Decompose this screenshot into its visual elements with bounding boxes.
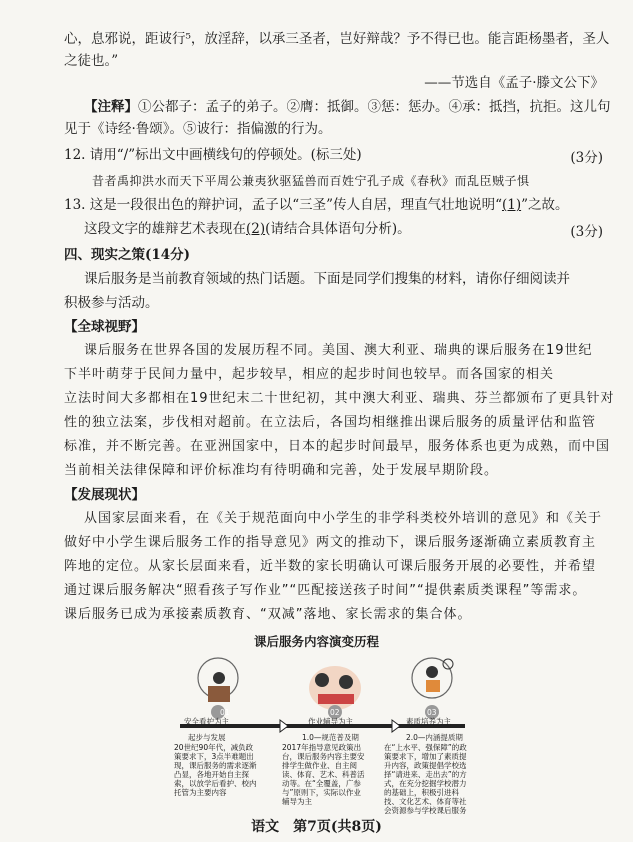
question-13-line-2 [84, 220, 524, 238]
stage-phase-1: 起步与发展 [188, 733, 226, 742]
sports-illustration [412, 658, 453, 698]
status-line: 做好中小学生课后服务工作的指导意见》两文的推动下，课后服务逐渐确立素质教育主 [64, 535, 597, 550]
question-12: 12. 请用“/”标出文中画横线句的停顿处。(标三处) [64, 147, 362, 163]
question-13-line-1 [64, 196, 569, 214]
answer-blank-2[interactable]: (2) [246, 221, 266, 237]
global-view-line: 下半叶萌芽于民间力量中，起步较早，相应的起步时间也较早。而各国家的相关 [64, 367, 555, 382]
stage-description-1: 20世纪90年代，减负政策要求下，3点半难题出现，课后服务的需求逐渐凸显，各地开始自主探索，以放学后看护、校内托管为主要内容 [174, 743, 257, 797]
figure-title: 课后服务内容演变历程 [253, 634, 379, 649]
passage-line: 心，息邪说，距诐行⁵，放淫辞，以承三圣者，岂好辩哉？予不得已也。能言距杨墨者，圣人 [64, 31, 610, 47]
teacher-illustration [198, 658, 238, 702]
timeline-figure [170, 648, 470, 815]
status-title: 【发展现状】 [64, 487, 145, 503]
question-12-sentence: 昔者禹抑洪水而天下平周公兼夷狄驱猛兽而百姓宁孔子成《春秋》而乱臣贼子惧 [92, 174, 530, 188]
stage-number-1: 01 [220, 708, 230, 717]
section-intro-1: 课后服务是当前教育领域的热门话题。下面是同学们搜集的材料，请你仔细阅读并 [84, 271, 570, 287]
status-line: 通过课后服务解决“照看孩子写作业”“匹配接送孩子时间”“提供素质类课程”等需求。 [64, 583, 587, 598]
stage-phase-2: 1.0—规范普及期 [302, 733, 359, 742]
global-view-line: 标准，并不断完善。在亚洲国家中，日本的起步时间最早，服务体系也更为成熟，而中国 [64, 439, 611, 454]
question-13-text-3: (请结合具体语句分析)。 [265, 221, 411, 237]
global-view-line: 性的独立法案，步伐相对超前。在立法后，各国均相继推出课后服务的质量评估和监管 [64, 415, 597, 430]
stage-number-3: 03 [427, 708, 437, 717]
section-title: 四、现实之策(14分) [64, 247, 191, 263]
global-view-line: 课后服务在世界各国的发展历程不同。美国、澳大利亚、瑞典的课后服务在19世纪 [84, 343, 593, 358]
question-13-text-2: 这段文字的雄辩艺术表现在 [84, 221, 246, 237]
notes-text: ①公都子：孟子的弟子。②膺：抵御。③惩：惩办。④承：抵挡，抗拒。这儿句 [138, 99, 611, 115]
stage-description-2: 2017年指导意见政策出台，课后服务内容主要安排学生做作业、自主阅读、体育、艺术、科普活动等。在“全覆盖，广参与”原则下，实际以作业辅导为主 [282, 743, 365, 806]
stage-label-1: 安全看护为主 [184, 717, 229, 726]
stage-phase-3: 2.0—内涵提质期 [406, 733, 463, 742]
passage-source: ——节选自《孟子·滕文公下》 [424, 75, 604, 91]
notes-label: 【注释】 [84, 99, 138, 115]
page-footer: 语文 第7页(共8页) [251, 819, 382, 835]
status-line: 课后服务已成为承接素质教育、“双减”落地、家长需求的集合体。 [64, 607, 472, 622]
parent-child-illustration [309, 666, 361, 710]
question-13-tail: ”之故。 [521, 197, 569, 213]
passage-line: 之徒也。” [64, 53, 119, 69]
section-intro-2: 积极参与活动。 [64, 295, 159, 311]
stage-label-2: 作业辅导为主 [308, 717, 353, 726]
notes-line-2: 见于《诗经·鲁颂》。⑤诐行：指偏激的行为。 [64, 121, 332, 137]
global-view-line: 当前相关法律保障和评价标准均有待明确和完善，处于发展早期阶段。 [64, 463, 499, 478]
question-12-score: (3分) [570, 150, 603, 166]
stage-number-2: 02 [330, 708, 340, 717]
question-13-score: (3分) [570, 224, 603, 240]
question-13-text: 13. 这是一段很出色的辩护词，孟子以“三圣”传人自居，理直气壮地说明“ [64, 197, 502, 213]
global-view-title: 【全球视野】 [64, 319, 145, 335]
stage-label-3: 素质培养为主 [406, 717, 451, 726]
stage-description-3: 在“上水平、强保障”的政策要求下，增加了素质提升内容，政策提倡学校选择“请进来、走出去”的方式，在充分挖掘学校潜力的基础上，积极引进科技、文化艺术、体育等社会资源参与学校课后服务 [384, 743, 467, 815]
status-line: 阵地的定位。从家长层面来看，近半数的家长明确认可课后服务开展的必要性，并希望 [64, 559, 597, 574]
global-view-line: 立法时间大多都相在19世纪末二十世纪初，其中澳大利亚、瑞典、芬兰都颁布了更具针对 [64, 391, 615, 406]
notes-line-1 [84, 98, 611, 116]
status-line: 从国家层面来看，在《关于规范面向中小学生的非学科类校外培训的意见》和《关于 [84, 511, 603, 526]
answer-blank-1[interactable]: (1) [501, 197, 522, 213]
